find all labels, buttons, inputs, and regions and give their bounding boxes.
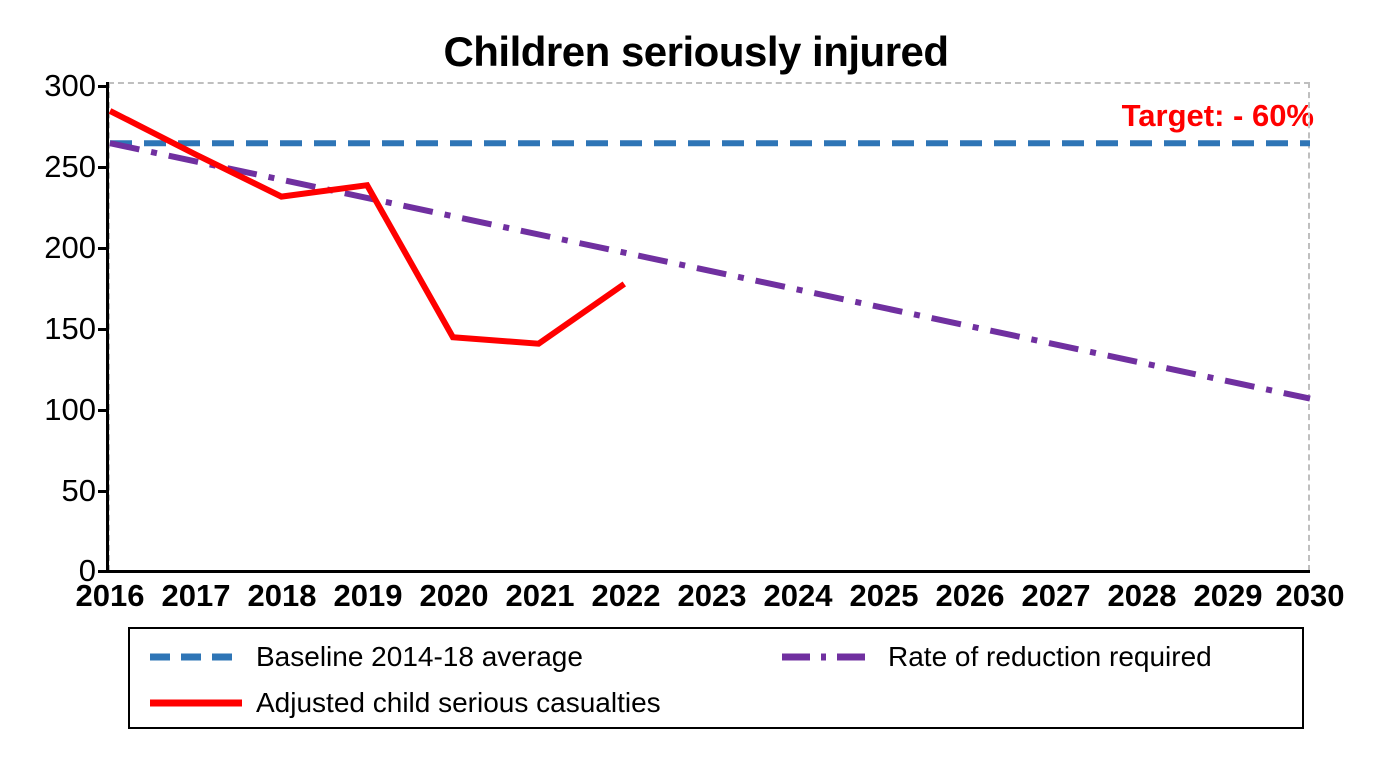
- y-tick-label: 250: [44, 149, 96, 184]
- y-tick-mark: [98, 490, 107, 493]
- y-tick-mark: [98, 85, 107, 88]
- x-tick-label: 2023: [677, 578, 747, 613]
- target-annotation: Target: - 60%: [1121, 98, 1314, 133]
- y-tick-mark: [98, 570, 107, 573]
- x-axis-line: [98, 570, 1310, 573]
- legend-swatch-dash-dot-icon: [780, 646, 876, 668]
- legend-label: Adjusted child serious casualties: [256, 687, 661, 718]
- y-tick-label: 300: [44, 68, 96, 103]
- x-axis-labels: [0, 578, 1392, 622]
- x-tick-label: 2019: [333, 578, 403, 613]
- plot-area: [108, 82, 1310, 571]
- x-tick-label: 2017: [161, 578, 231, 613]
- x-tick-label: 2026: [935, 578, 1005, 613]
- y-axis-labels: [0, 0, 96, 766]
- legend-label: Rate of reduction required: [888, 641, 1212, 672]
- chart-legend: [128, 627, 1304, 729]
- x-tick-label: 2020: [419, 578, 489, 613]
- y-tick-label: 150: [44, 311, 96, 346]
- x-tick-label: 2024: [763, 578, 833, 613]
- chart-title: Children seriously injured: [443, 28, 949, 75]
- x-tick-label: 2021: [505, 578, 575, 613]
- x-tick-label: 2016: [75, 578, 145, 613]
- y-tick-mark: [98, 409, 107, 412]
- legend-swatch-solid-icon: [148, 692, 244, 714]
- x-tick-label: 2027: [1021, 578, 1091, 613]
- y-tick-label: 0: [78, 553, 96, 588]
- y-tick-label: 100: [44, 392, 96, 427]
- y-tick-mark: [98, 166, 107, 169]
- x-tick-label: 2025: [849, 578, 919, 613]
- y-tick-label: 200: [44, 230, 96, 265]
- x-tick-label: 2029: [1193, 578, 1263, 613]
- legend-item-adjusted-casualties: [148, 683, 661, 723]
- legend-item-rate-of-reduction: [780, 637, 1212, 677]
- y-tick-mark: [98, 247, 107, 250]
- legend-label: Baseline 2014-18 average: [256, 641, 583, 672]
- x-tick-label: 2022: [591, 578, 661, 613]
- x-tick-label: 2028: [1107, 578, 1177, 613]
- x-tick-label: 2018: [247, 578, 317, 613]
- legend-swatch-dashed-icon: [148, 646, 244, 668]
- y-tick-label: 50: [61, 473, 96, 508]
- legend-item-baseline: [148, 637, 583, 677]
- y-tick-mark: [98, 328, 107, 331]
- x-tick-label: 2030: [1275, 578, 1345, 613]
